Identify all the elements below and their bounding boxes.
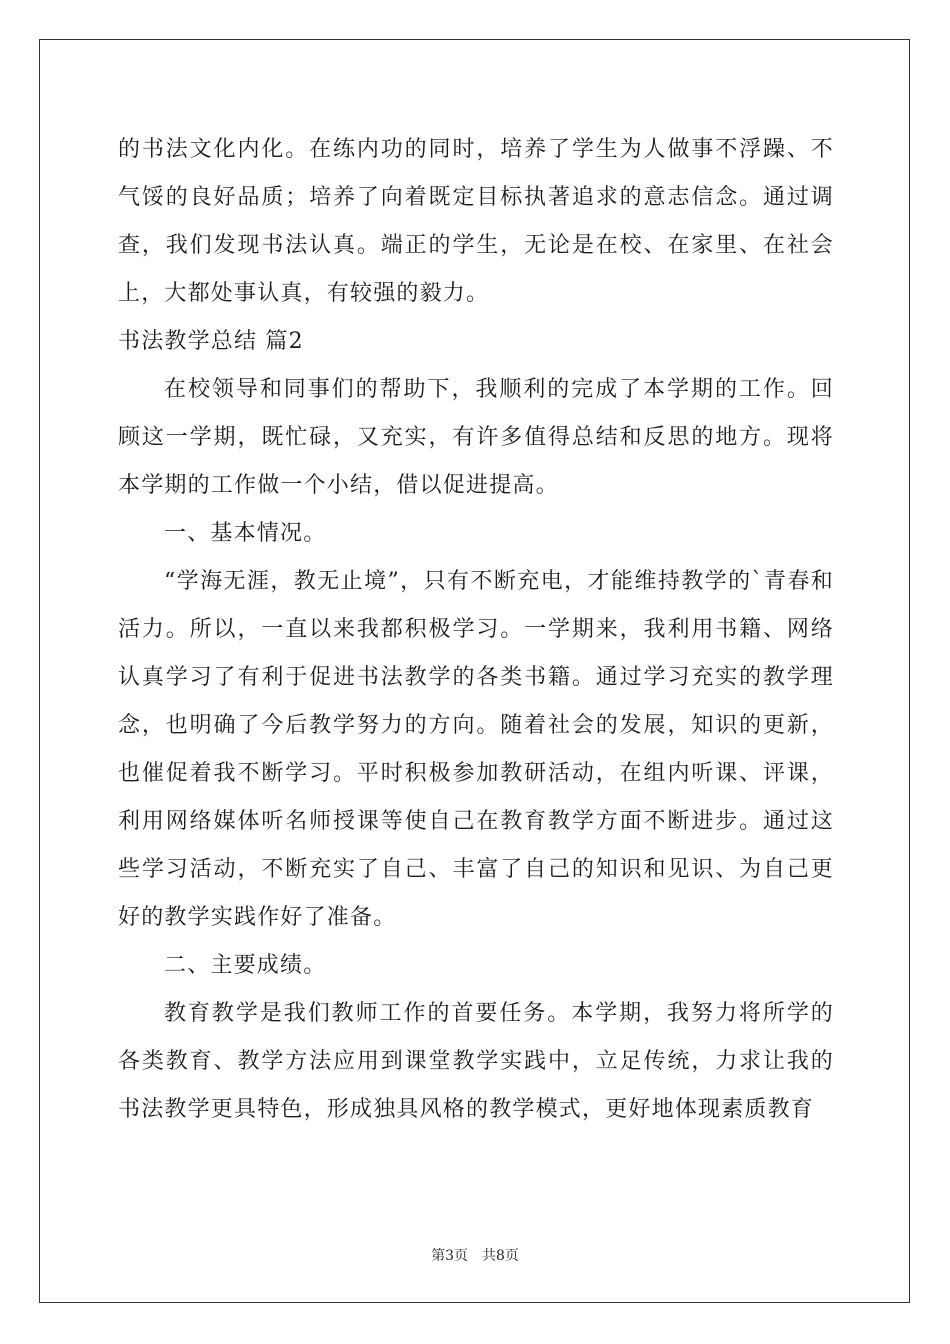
page-total: 共8页: [482, 1248, 519, 1264]
subheading-basic-situation: 一、基本情况。: [164, 521, 327, 546]
section-heading: 书法教学总结 篇2: [118, 329, 304, 354]
paragraph-intro: 在校领导和同事们的帮助下，我顺利的完成了本学期的工作。回顾这一学期，既忙碌，又充实，有许多值得总结和反思的地方。现将本学期的工作做一个小结，借以促进提高。: [118, 377, 834, 498]
document-body: [118, 126, 834, 1134]
subheading-main-achievements: 二、主要成绩。: [164, 953, 327, 978]
page-footer: [0, 1245, 950, 1265]
page-number: 第3页: [431, 1248, 468, 1264]
paragraph-continued: 的书法文化内化。在练内功的同时，培养了学生为人做事不浮躁、不气馁的良好品质；培养了向着既定目标执著追求的意志信念。通过调查，我们发现书法认真。端正的学生，无论是在校、在家里、在社会上，大都处事认真，有较强的毅力。: [118, 137, 834, 306]
paragraph-teaching: 教育教学是我们教师工作的首要任务。本学期，我努力将所学的各类教育、教学方法应用到课堂教学实践中，立足传统，力求让我的书法教学更具特色，形成独具风格的教学模式，更好地体现素质教育: [118, 1001, 834, 1122]
paragraph-learning: “学海无涯，教无止境”，只有不断充电，才能维持教学的`青春和活力。所以，一直以来我都积极学习。一学期来，我利用书籍、网络认真学习了有利于促进书法教学的各类书籍。通过学习充实的教学理念，也明确了今后教学努力的方向。随着社会的发展，知识的更新，也催促着我不断学习。平时积极参加教研活动，在组内听课、评课，利用网络媒体听名师授课等使自己在教育教学方面不断进步。通过这些学习活动，不断充实了自己、丰富了自己的知识和见识、为自己更好的教学实践作好了准备。: [118, 569, 834, 930]
